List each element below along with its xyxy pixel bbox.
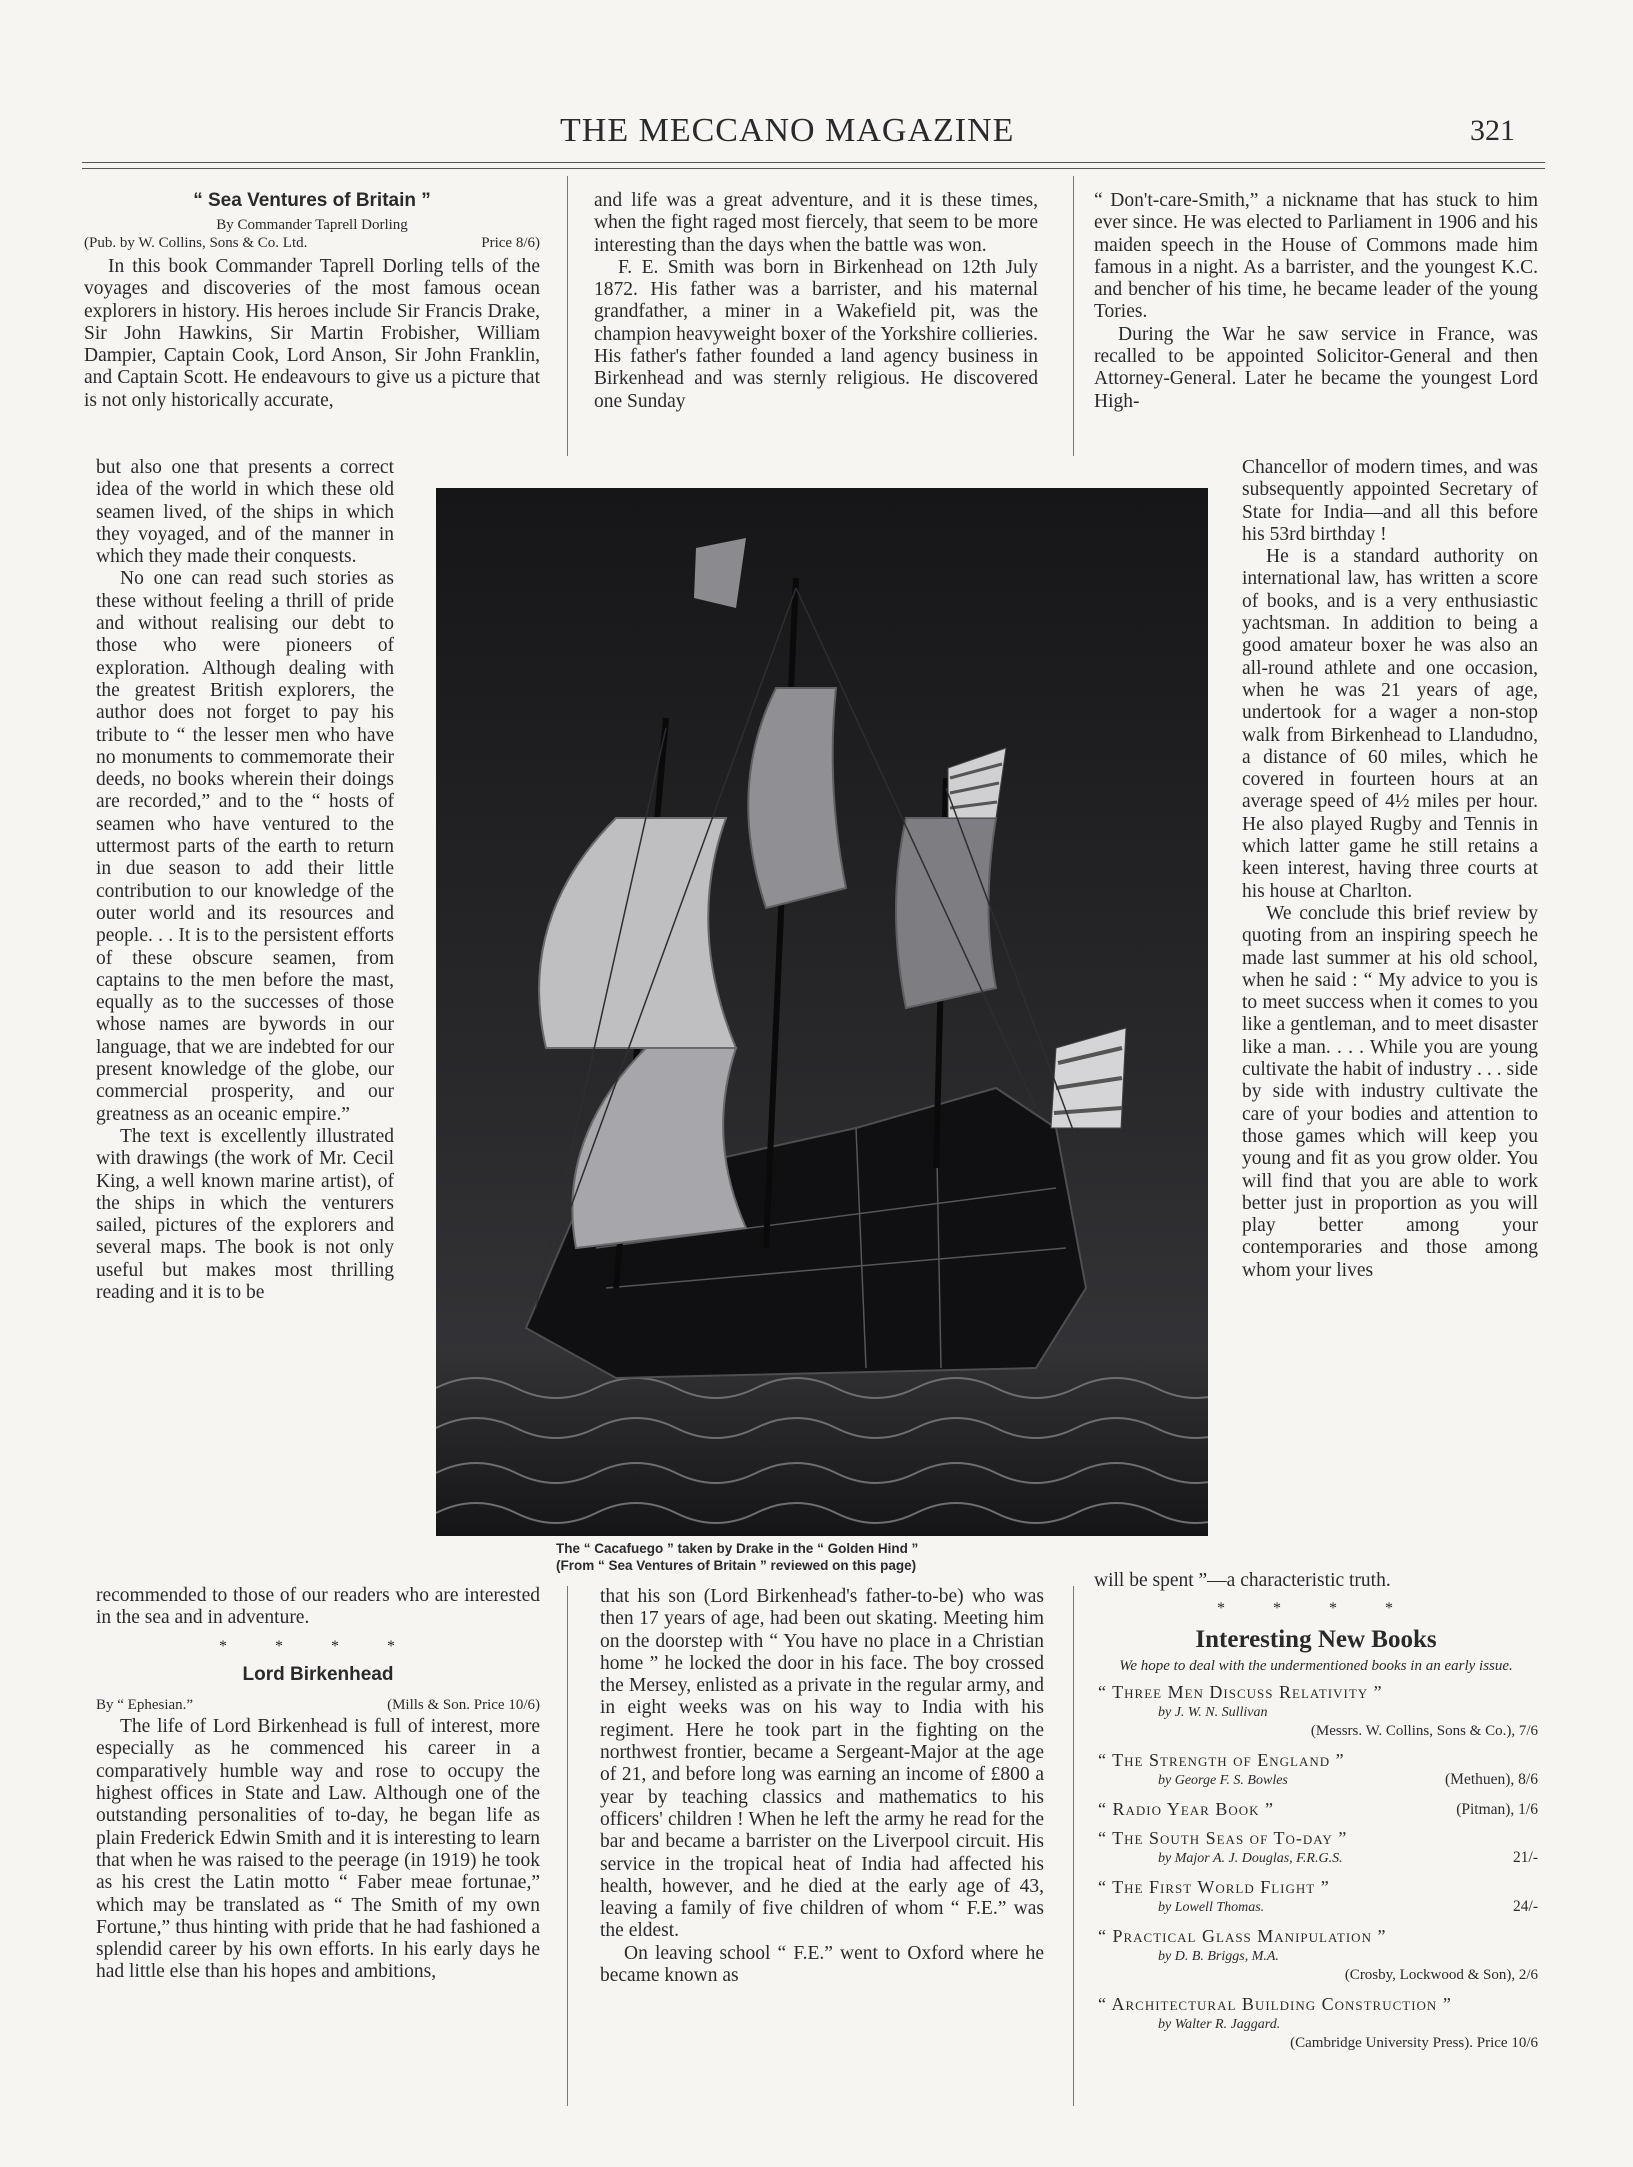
paragraph: will be spent ”—a characteristic truth. (1094, 1570, 1391, 1591)
book-title: “ The Strength of England ” (1098, 1749, 1345, 1770)
book-publisher: (Methuen), 8/6 (1445, 1770, 1538, 1788)
book-entry (1094, 1878, 1538, 1917)
book-entry (1094, 1995, 1538, 2053)
paragraph: The text is excellently illustrated with drawings (the work of Mr. Cecil King, a well known marine artist), of the ships in which the venturers sailed, pictures of the explorers and several maps. The book is not only useful but makes most thrilling reading and it is to be (96, 1125, 394, 1303)
paragraph: that his son (Lord Birkenhead's father-to-be) who was then 17 years of age, had been out skating. Meeting him on the doorstep with “ You have no place in a Christian home ” he locked the door in his face. The boy crossed the Mersey, enlisted as a private in the regular army, and in eight weeks was on his way to India with his regiment. Here he took part in the fighting on the northwest frontier, became a Sergeant-Major at the age of 21, and before long was earning an income of £800 a year by teaching classics and mathematics to his officers' children ! When he left the army he read for the bar and became a barrister on the Liverpool circuit. His service in the tropical heat of India had affected his health, however, and he died at the early age of 43, leaving a family of five children of whom “ F.E.” was the eldest. (600, 1586, 1044, 1942)
caption-line-1: The “ Cacafuego ” taken by Drake in the “ Golden Hind ” (556, 1541, 919, 1556)
paragraph: and life was a great adventure, and it is these times, when the fight raged most fiercely, that seem to be more interesting than the days when the battle was won. (594, 190, 1038, 256)
book-publisher: (Crosby, Lockwood & Son), 2/6 (1344, 1966, 1538, 1983)
book-publisher: 21/- (1513, 1848, 1538, 1866)
paragraph: Chancellor of modern times, and was subsequently appointed Secretary of State for India—and all this before his 53rd birthday ! (1242, 457, 1538, 545)
page-number: 321 (1470, 114, 1515, 147)
book-author: by J. W. N. Sullivan (1158, 1704, 1268, 1720)
paragraph: but also one that presents a correct idea of the world in which these old seamen lived, of the ships in which they voyaged, and of the manner in which they made their conquests. (96, 457, 394, 568)
galleon-drawing (436, 488, 1208, 1536)
book-publisher: (Cambridge University Press). Price 10/6 (1290, 2034, 1538, 2051)
paragraph: The life of Lord Birkenhead is full of interest, more especially as he commenced his career in a comparatively humble way and rose to occupy the highest offices in State and Law. Although one of the outstanding personalities of to-day, he began life as plain Frederick Edwin Smith and it is interesting to learn that when he was raised to the peerage (in 1919) he took as his crest the Latin motto “ Faber meae fortunae,” which may be translated as “ The Smith of my own Fortune,” thus hinting with pride that he had fashioned a splendid career by his own efforts. In his early days he had little else than his hopes and ambitions, (96, 1716, 540, 1983)
paragraph: “ Don't-care-Smith,” a nickname that has stuck to him ever since. He was elected to Parliament in 1906 and his maiden speech in the House of Commons made him famous in a night. As a barrister, and the youngest K.C. and bencher of his time, he became leader of the young Tories. (1094, 190, 1538, 323)
birkenhead-right-top (1094, 190, 1538, 413)
book-publisher: (Pitman), 1/6 (1456, 1800, 1538, 1818)
book-author: by George F. S. Bowles (1158, 1772, 1288, 1788)
paragraph: recommended to those of our readers who are interested in the sea and in adventure. (96, 1585, 540, 1629)
caption-line-2: (From “ Sea Ventures of Britain ” reviewed on this page) (556, 1558, 917, 1573)
separator-stars: * * * * (1217, 1600, 1415, 1618)
birkenhead-right-narrow (1242, 457, 1538, 1282)
book-title: “ The South Seas of To-day ” (1098, 1827, 1348, 1848)
book-entry (1094, 1829, 1538, 1868)
byline: By “ Ephesian.” (96, 1697, 194, 1714)
book-entry (1094, 1751, 1538, 1790)
book-author: by Lowell Thomas. (1158, 1899, 1265, 1915)
illustration-caption (556, 1540, 1096, 1574)
paragraph: During the War he saw service in France, was recalled to be appointed Solicitor-General and then Attorney-General. Later he became the youngest Lord High- (1094, 323, 1538, 412)
paragraph: In this book Commander Taprell Dorling tells of the voyages and discoveries of the most famous ocean explorers in history. His heroes include Sir Francis Drake, Sir John Hawkins, Sir Martin Frobisher, William Dampier, Captain Cook, Lord Anson, Sir John Franklin, and Captain Scott. He endeavours to give us a picture that is not only historically accurate, (84, 256, 540, 411)
paragraph: We conclude this brief review by quoting from an inspiring speech he made last summer at his old school, when he said : “ My advice to you is to meet success when it comes to you like a gentleman, and to meet disaster like a man. . . . While you are young cultivate the habit of industry . . . side by side with industry cultivate the care of your bodies and attention to those games which will keep you young and fit as you grow older. You will find that you are able to work better just in proportion as you will play better among your contemporaries and those among whom your lives (1242, 902, 1538, 1281)
book-author: by Major A. J. Douglas, F.R.G.S. (1158, 1850, 1343, 1866)
book-title: “ Architectural Building Construction ” (1098, 1993, 1452, 2014)
birkenhead-right-ending (1094, 1570, 1538, 2063)
column-divider-1 (567, 176, 568, 456)
publisher-line (96, 1696, 540, 1714)
book-entry (1094, 1683, 1538, 1741)
book-title: “ Three Men Discuss Relativity ” (1098, 1681, 1383, 1702)
header-rule-top (82, 162, 1545, 163)
article-byline: By Commander Taprell Dorling (216, 217, 408, 234)
book-author: by Walter R. Jaggard. (1158, 2016, 1281, 2032)
birkenhead-middle-top (594, 190, 1038, 413)
article-title: “ Sea Ventures of Britain ” (193, 190, 431, 211)
publisher-line (84, 234, 540, 252)
book-entry (1094, 1927, 1538, 1985)
book-publisher: (Messrs. W. Collins, Sons & Co.), 7/6 (1310, 1722, 1538, 1739)
article-title: Lord Birkenhead (242, 1663, 394, 1685)
book-title: “ Radio Year Book ” (1098, 1798, 1274, 1819)
book-publisher: 24/- (1513, 1897, 1538, 1915)
paragraph: On leaving school “ F.E.” went to Oxford where he became known as (600, 1942, 1044, 1987)
article-sea-ventures (84, 190, 540, 254)
book-title: “ The First World Flight ” (1098, 1876, 1330, 1897)
publisher: (Mills & Son. Price 10/6) (387, 1697, 540, 1714)
paragraph: F. E. Smith was born in Birkenhead on 12th July 1872. His father was a barrister, and his maternal grandfather, a miner in a Wakefield pit, was the champion heavyweight boxer of the Yorkshire collieries. His father's father founded a land agency business in Birkenhead and was sternly religious. He discovered one Sunday (594, 256, 1038, 412)
sea-ventures-text-narrow (96, 457, 394, 1304)
sea-ventures-ending (96, 1585, 540, 1984)
paragraph: No one can read such stories as these without feeling a thrill of pride and without realising our debt to those who were pioneers of exploration. Although dealing with the greatest British explorers, the author does not forget to pay his tribute to “ the lesser men who have no monuments to commemorate their deeds, no books wherein their doings are recorded,” and to the “ hosts of seamen who have ventured to the uttermost parts of the earth to return in due season to add their little contribution to our knowledge of the outer world and its resources and people. . . It is to the persistent efforts of these obscure seamen, from captains to the men before the mast, equally as to the successes of those whose names are bywords in our language, that we are indebted for our present knowledge of the globe, our commercial prosperity, and our greatness as an oceanic empire.” (96, 568, 394, 1125)
book-author: by D. B. Briggs, M.A. (1158, 1948, 1279, 1964)
book-entry (1094, 1800, 1538, 1819)
birkenhead-middle-bottom (600, 1586, 1044, 1987)
column-divider-2 (1073, 176, 1074, 456)
publisher: (Pub. by W. Collins, Sons & Co. Ltd. (84, 235, 308, 252)
new-books-intro: We hope to deal with the undermentioned books in an early issue. (1119, 1657, 1513, 1674)
paragraph: He is a standard authority on international law, has written a score of books, and is a very enthusiastic yachtsman. In addition to being a good amateur boxer he was also an all-round athlete and one occasion, when he was 21 years of age, undertook for a wager a non-stop walk from Birkenhead to Llandudno, a distance of 60 miles, which he covered in fourteen hours at an average speed of 4½ miles per hour. He also played Rugby and Tennis in which latter game he still retains a keen interest, having three courts at his house at Charlton. (1242, 546, 1538, 902)
sea-ventures-text-wide (84, 256, 540, 412)
header-rule-bottom (82, 168, 1545, 169)
separator-stars: * * * * (219, 1637, 417, 1655)
column-divider-4 (1073, 1586, 1074, 2106)
price: Price 8/6) (481, 235, 540, 252)
book-title: “ Practical Glass Manipulation ” (1098, 1925, 1387, 1946)
new-books-title: Interesting New Books (1195, 1625, 1437, 1653)
magazine-title: THE MECCANO MAGAZINE (560, 112, 1015, 149)
column-divider-3 (567, 1586, 568, 2106)
ship-illustration (436, 488, 1208, 1536)
